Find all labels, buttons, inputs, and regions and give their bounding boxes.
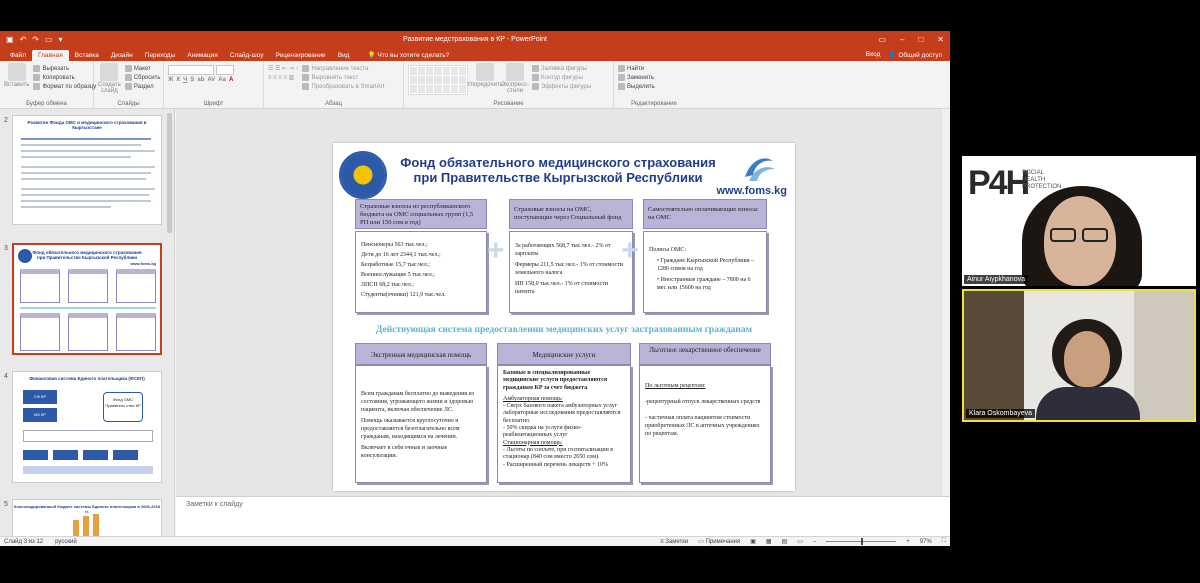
col1-item: ЛПСП 68,2 тыс.чел.; xyxy=(361,282,414,288)
brush-icon xyxy=(33,83,40,90)
search-icon xyxy=(618,65,625,72)
thumbnails-scrollbar[interactable] xyxy=(167,113,172,233)
thumb-title-line: Финансовая система Единого плательщика (ФСЕП) xyxy=(29,376,145,381)
tab-design[interactable]: Дизайн xyxy=(110,52,133,59)
paragraph-label: Абзац xyxy=(325,101,342,107)
paragraph-group xyxy=(264,61,404,108)
tab-review[interactable]: Рецензирование xyxy=(275,52,326,59)
col1-item: Безработные 15,7 тыс.чел.; xyxy=(361,262,430,268)
thumb-title-line: Консолидированный бюджет системы Единого плательщика в 2006-2018 гг. xyxy=(13,504,161,514)
slides-group xyxy=(94,61,164,108)
box2-inpatient-title: Стационарная помощь: xyxy=(503,439,563,446)
align-buttons[interactable]: ≡ ≡ ≡ ≡ ▥ xyxy=(268,75,295,81)
sorter-view-icon[interactable]: ▦ xyxy=(765,539,772,545)
box3-header: Льготное лекарственное обеспечение xyxy=(639,343,771,365)
text-direction-icon xyxy=(302,65,309,72)
align-text-button[interactable]: Выровнять текст xyxy=(302,74,384,81)
plus-icon: + xyxy=(487,234,505,267)
box2-item: - 50% скидка на услуги физио-реабилитационных услуг xyxy=(503,425,582,439)
col3-intro: Полисы ОМС: xyxy=(649,247,686,253)
thumb-title-line: Развитие Фонда ОМС и медицинского страхования в xyxy=(27,120,147,125)
shapes-gallery[interactable] xyxy=(408,65,468,95)
format-painter-button[interactable]: Формат по образцу xyxy=(33,83,96,90)
box2-header: Медицинские услуги xyxy=(497,343,631,365)
reset-button[interactable]: Сбросить xyxy=(125,74,161,81)
minimize-icon[interactable]: – xyxy=(900,34,905,44)
zoom-level[interactable]: 97% xyxy=(919,538,932,545)
slide-editor xyxy=(176,109,950,536)
paste-button[interactable]: Вставить xyxy=(4,63,29,106)
thumb-box: СФ КР xyxy=(23,390,57,404)
background-shelf xyxy=(964,291,1024,422)
col1-item: Пенсионеры 563 тыс.чел.; xyxy=(361,242,428,248)
box3-line: -рецептурный отпуск лекарственных средств xyxy=(645,399,761,405)
zoom-in-button[interactable]: + xyxy=(906,538,910,545)
participant-face xyxy=(1064,331,1110,387)
cursor-icon xyxy=(618,83,625,90)
shape-fill-button[interactable]: Заливка фигуры xyxy=(532,65,591,72)
title-bar xyxy=(0,31,950,47)
smartart-icon xyxy=(302,83,309,90)
thumb-number: 2 xyxy=(4,117,8,124)
section-button[interactable]: Раздел xyxy=(125,83,161,90)
foms-wave-logo xyxy=(741,151,777,185)
language-indicator[interactable]: русский xyxy=(55,538,77,545)
box3-body xyxy=(639,365,771,483)
slide-caption: Действующая система предоставлении медицинских услуг застрахованным гражданам xyxy=(375,325,753,335)
box1-header: Экстренная медицинская помощь xyxy=(355,343,487,365)
outline-icon xyxy=(532,74,539,81)
slide-thumbnail-3[interactable] xyxy=(12,243,162,355)
tell-me-search[interactable]: 💡 Что вы хотите сделать? xyxy=(367,52,450,59)
thumb-box: МЗ КР xyxy=(23,408,57,422)
editing-label: Редактирование xyxy=(631,101,677,107)
notes-placeholder: Заметки к слайду xyxy=(186,501,243,508)
col1-body xyxy=(355,231,487,313)
col2-item: ИП 158,0 тыс.чел.- 1% от стоимости патента xyxy=(515,281,609,295)
col2-body xyxy=(509,231,633,313)
slide-thumbnail-4[interactable] xyxy=(12,371,162,483)
box3-line: - частичная оплата пациентом стоимости приобретенных ЛС в аптечных учреждениях по рецептам. xyxy=(645,415,760,437)
slides-label: Слайды xyxy=(117,101,140,107)
box2-item: - Сверх базового пакета амбулаторных услуг лабораторные исследования предоставляются бесплатно. xyxy=(503,403,621,424)
redo-icon[interactable]: ↷ xyxy=(32,34,39,44)
box1-body xyxy=(355,365,487,483)
list-buttons[interactable]: ☰ ☰ ⇤ ⇥ ↕ xyxy=(268,66,299,72)
col3-item: • Иностранные граждане – 7800 на 6 мес или 15600 на год xyxy=(657,277,751,291)
normal-view-icon[interactable]: ▣ xyxy=(750,539,756,545)
present-icon[interactable]: ▭ xyxy=(44,34,53,44)
participant-shoulders xyxy=(1036,387,1140,422)
box2-bold: Базовые и специализированные медицинские услуги предоставляются гражданам КР за счет бюджета xyxy=(503,370,608,391)
copy-icon xyxy=(33,74,40,81)
participant-video-2[interactable] xyxy=(962,289,1196,422)
clipboard-group xyxy=(0,61,97,108)
signin-link[interactable]: Вход xyxy=(865,51,881,58)
plus-icon: + xyxy=(621,234,639,267)
box2-outpatient-title: Амбулаторная помощь: xyxy=(503,395,563,402)
kyrgyz-emblem-logo xyxy=(339,151,387,199)
font-group xyxy=(164,61,264,108)
tab-transitions[interactable]: Переходы xyxy=(144,52,176,59)
box2-item: - Льготы по соплате, при госпитализации в стационар (840 сом вместо 2650 сом). xyxy=(503,446,614,461)
ribbon-tabs xyxy=(0,47,950,61)
box1-paragraph: Включает в себя очные и заочные консультации. xyxy=(361,445,448,459)
new-slide-icon xyxy=(100,63,118,81)
col1-item: Военнослужащие 5 тыс.чел.; xyxy=(361,272,435,278)
slide-url: www.foms.kg xyxy=(716,185,787,197)
col1-item: Студенты(очники) 121,9 тыс.чел. xyxy=(361,292,446,298)
thumb-box: Фонд ОМС xyxy=(112,397,134,402)
notes-pane[interactable] xyxy=(176,496,950,536)
thumb-title-line: Фонд обязательного медицинского страхования xyxy=(32,250,142,255)
thumb-box: Правитель ство КР xyxy=(105,403,141,408)
editing-group xyxy=(614,61,694,108)
col1-item: Дети до 16 лет 2344,1 тыс.чел.; xyxy=(361,252,441,258)
slide-thumbnail-2[interactable] xyxy=(12,115,162,225)
background-wall xyxy=(1134,291,1194,422)
clipboard-label: Буфер обмена xyxy=(26,101,67,107)
layout-icon xyxy=(125,65,132,72)
replace-button[interactable]: Заменить xyxy=(618,74,655,81)
slideshow-view-icon[interactable]: ▭ xyxy=(797,539,803,545)
participant-name: Klara Oskombayeva xyxy=(966,409,1035,418)
tab-slideshow[interactable]: Слайд-шоу xyxy=(229,52,264,59)
fit-slide-icon[interactable]: ⛶ xyxy=(941,538,946,544)
thumb-number: 3 xyxy=(4,245,8,252)
close-icon[interactable]: ✕ xyxy=(937,34,944,44)
lightbulb-icon: 💡 xyxy=(367,52,378,59)
align-text-icon xyxy=(302,74,309,81)
thumb-title-line: Кыргызстане xyxy=(72,125,102,130)
save-icon[interactable]: ▣ xyxy=(6,34,14,44)
maximize-icon[interactable]: □ xyxy=(918,34,924,44)
box3-line: По льготным рецептам: xyxy=(645,383,706,389)
font-size-input[interactable] xyxy=(216,65,234,75)
person-icon: 👤 xyxy=(888,52,899,59)
drawing-group xyxy=(404,61,614,108)
text-direction-button[interactable]: Направление текста xyxy=(302,65,384,72)
slide-title: Фонд обязательного медицинского страхования при Правительстве Кыргызской Республики xyxy=(400,155,716,185)
window-title: Развитие медстрахования в КР - PowerPoint xyxy=(403,35,547,43)
slide-counter: Слайд 3 из 12 xyxy=(4,538,44,545)
box2-item: - Расширенный перечень лекарств + 10% xyxy=(503,461,608,468)
tab-animations[interactable]: Анимация xyxy=(187,52,218,59)
col3-header: Самостоятельно оплачивающие взносы на ОМС xyxy=(643,199,767,229)
select-button[interactable]: Выделить xyxy=(618,83,655,90)
customize-icon[interactable]: ▾ xyxy=(58,34,63,44)
p4h-logo: P4H xyxy=(968,164,1029,202)
font-name-input[interactable] xyxy=(168,65,214,75)
tab-home[interactable]: Главная xyxy=(32,50,69,61)
ribbon-display-icon[interactable]: ▭ xyxy=(878,34,886,44)
reading-view-icon[interactable]: ▤ xyxy=(781,539,788,545)
editor-scrollbar[interactable] xyxy=(942,109,950,496)
effects-icon xyxy=(532,83,539,90)
fill-icon xyxy=(532,65,539,72)
col3-body xyxy=(643,231,767,313)
col2-item: За работающих 568,7 тыс.чел.- 2% от зарплаты xyxy=(515,243,611,257)
thumb-title-line: при Правительстве Кыргызской Республики xyxy=(36,255,137,260)
arrange-icon xyxy=(476,63,494,81)
participant-name: Ainur Aiypkhanova xyxy=(964,275,1028,284)
layout-button[interactable]: Макет xyxy=(125,65,161,72)
new-slide-button[interactable]: Создать слайд xyxy=(98,63,121,106)
undo-icon[interactable]: ↶ xyxy=(19,34,27,44)
reset-icon xyxy=(125,74,132,81)
col1-header: Страховые взносы из республиканского бюджета на ОМС социальных групп (1,5 РП или 150 сом в год) xyxy=(355,199,487,229)
p4h-logo-side-text: SOCIAL HEALTH PROTECTION xyxy=(1022,170,1062,190)
quick-styles-button[interactable]: Экспресс-стили xyxy=(502,63,528,106)
copy-button[interactable]: Копировать xyxy=(33,74,96,81)
font-format-buttons[interactable]: Ж К Ч S ab AV Aa A xyxy=(168,77,234,83)
arrange-button[interactable]: Упорядочить xyxy=(472,63,498,106)
thumb-number: 5 xyxy=(4,501,8,508)
comments-button[interactable]: ▭ Примечания xyxy=(698,539,741,545)
paste-icon xyxy=(8,63,26,81)
powerpoint-window xyxy=(0,31,950,546)
box1-paragraph: Всем гражданам бесплатно до выведения из состояния, угрожающего жизни и здоровью пациента, включая обеспечение ЛС. xyxy=(361,391,475,413)
current-slide[interactable] xyxy=(333,143,795,491)
col3-item: • Граждане Кыргызской Республики – 1286 сомов на год xyxy=(657,258,755,272)
find-button[interactable]: Найти xyxy=(618,65,655,72)
tab-view[interactable]: Вид xyxy=(337,52,350,59)
smartart-button[interactable]: Преобразовать в SmartArt xyxy=(302,83,384,90)
shape-effects-button[interactable]: Эффекты фигуры xyxy=(532,83,591,90)
box2-body xyxy=(497,365,631,483)
box1-paragraph: Помощь оказывается круглосуточно и предоставляется безотлагательно всем гражданам, находящимся на лечении. xyxy=(361,418,460,440)
cut-button[interactable]: Вырезать xyxy=(33,65,96,72)
thumb-url: www.foms.kg xyxy=(130,261,156,266)
workspace xyxy=(0,109,950,536)
thumb-number: 4 xyxy=(4,373,8,380)
col2-header: Страховые взносы на ОМС, поступающие через Социальный фонд xyxy=(509,199,633,229)
tab-insert[interactable]: Вставка xyxy=(74,52,99,59)
col2-item: Фермеры 211,5 тыс.чел.- 1% от стоимости земельного налога xyxy=(515,262,623,276)
status-bar xyxy=(0,536,950,546)
section-icon xyxy=(125,83,132,90)
thumb-logo xyxy=(18,249,32,263)
notes-button[interactable]: ≡ Заметки xyxy=(660,538,689,545)
scissors-icon xyxy=(33,65,40,72)
glasses-icon xyxy=(1050,228,1076,242)
replace-icon xyxy=(618,74,625,81)
share-button[interactable]: 👤 Общий доступ xyxy=(888,52,942,59)
slide-thumbnails-pane xyxy=(0,109,175,536)
participant-video-1[interactable] xyxy=(962,156,1196,286)
font-label: Шрифт xyxy=(203,101,224,107)
zoom-slider[interactable] xyxy=(826,541,896,542)
tab-file[interactable]: Файл xyxy=(10,52,26,59)
drawing-label: Рисование xyxy=(493,101,524,107)
shape-outline-button[interactable]: Контур фигуры xyxy=(532,74,591,81)
ribbon xyxy=(0,61,950,109)
quick-styles-icon xyxy=(506,63,524,81)
zoom-out-button[interactable]: – xyxy=(812,538,817,545)
